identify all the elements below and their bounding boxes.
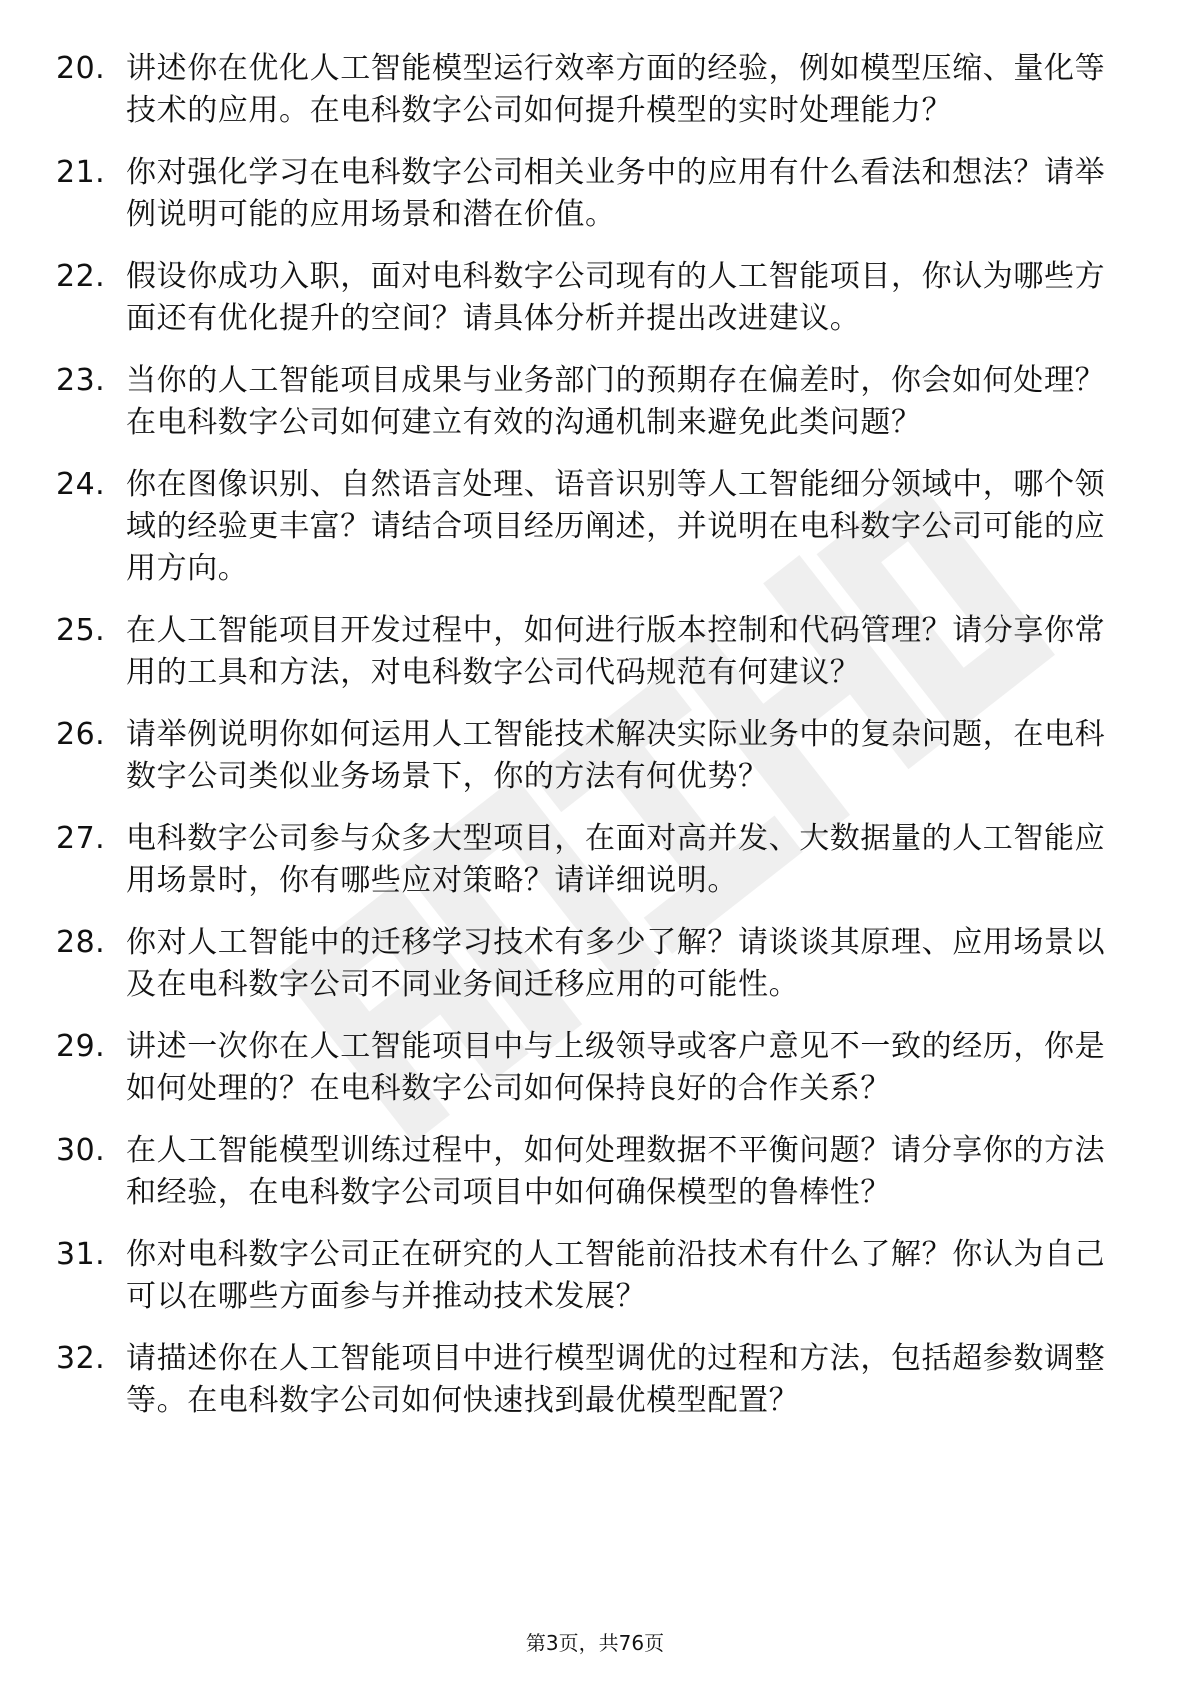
question-number: 32. (56, 1341, 106, 1376)
question-item (56, 1338, 1126, 1422)
question-item (56, 48, 1126, 132)
question-item (56, 1234, 1126, 1318)
question-number: 31. (56, 1237, 106, 1272)
question-item (56, 922, 1126, 1006)
page-footer (0, 1631, 1190, 1655)
question-text: 你对人工智能中的迁移学习技术有多少了解？请谈谈其原理、应用场景以及在电科数字公司不同业务间迁移应用的可能性。 (126, 925, 1106, 1002)
question-text: 请举例说明你如何运用人工智能技术解决实际业务中的复杂问题，在电科数字公司类似业务场景下，你的方法有何优势？ (126, 717, 1106, 794)
question-text: 在人工智能模型训练过程中，如何处理数据不平衡问题？请分享你的方法和经验，在电科数字公司项目中如何确保模型的鲁棒性？ (126, 1133, 1106, 1210)
question-number: 23. (56, 363, 106, 398)
question-number: 21. (56, 155, 106, 190)
question-item (56, 1130, 1126, 1214)
question-item (56, 610, 1126, 694)
page-number-label: 第3页，共76页 (525, 1631, 665, 1655)
question-number: 29. (56, 1029, 106, 1064)
question-item (56, 714, 1126, 798)
question-item (56, 1026, 1126, 1110)
question-text: 在人工智能项目开发过程中，如何进行版本控制和代码管理？请分享你常用的工具和方法，对电科数字公司代码规范有何建议？ (126, 613, 1106, 690)
question-number: 27. (56, 821, 106, 856)
question-item (56, 818, 1126, 902)
question-text: 电科数字公司参与众多大型项目，在面对高并发、大数据量的人工智能应用场景时，你有哪些应对策略？请详细说明。 (126, 821, 1106, 898)
question-item (56, 256, 1126, 340)
question-number: 28. (56, 925, 106, 960)
question-text: 讲述你在优化人工智能模型运行效率方面的经验，例如模型压缩、量化等技术的应用。在电科数字公司如何提升模型的实时处理能力？ (126, 51, 1106, 128)
question-list (56, 48, 1126, 1442)
question-number: 30. (56, 1133, 106, 1168)
question-text: 讲述一次你在人工智能项目中与上级领导或客户意见不一致的经历，你是如何处理的？在电科数字公司如何保持良好的合作关系？ (126, 1029, 1106, 1106)
question-text: 假设你成功入职，面对电科数字公司现有的人工智能项目，你认为哪些方面还有优化提升的空间？请具体分析并提出改进建议。 (126, 259, 1106, 336)
question-number: 24. (56, 467, 106, 502)
question-number: 26. (56, 717, 106, 752)
question-text: 你对电科数字公司正在研究的人工智能前沿技术有什么了解？你认为自己可以在哪些方面参与并推动技术发展？ (126, 1237, 1106, 1314)
question-item (56, 464, 1126, 590)
question-text: 请描述你在人工智能项目中进行模型调优的过程和方法，包括超参数调整等。在电科数字公司如何快速找到最优模型配置？ (126, 1341, 1106, 1418)
question-item (56, 360, 1126, 444)
question-text: 你对强化学习在电科数字公司相关业务中的应用有什么看法和想法？请举例说明可能的应用场景和潜在价值。 (126, 155, 1106, 232)
question-number: 20. (56, 51, 106, 86)
question-number: 22. (56, 259, 106, 294)
question-item (56, 152, 1126, 236)
question-number: 25. (56, 613, 106, 648)
question-text: 你在图像识别、自然语言处理、语音识别等人工智能细分领域中，哪个领域的经验更丰富？请结合项目经历阐述，并说明在电科数字公司可能的应用方向。 (126, 467, 1106, 586)
question-text: 当你的人工智能项目成果与业务部门的预期存在偏差时，你会如何处理？在电科数字公司如何建立有效的沟通机制来避免此类问题？ (126, 363, 1106, 440)
